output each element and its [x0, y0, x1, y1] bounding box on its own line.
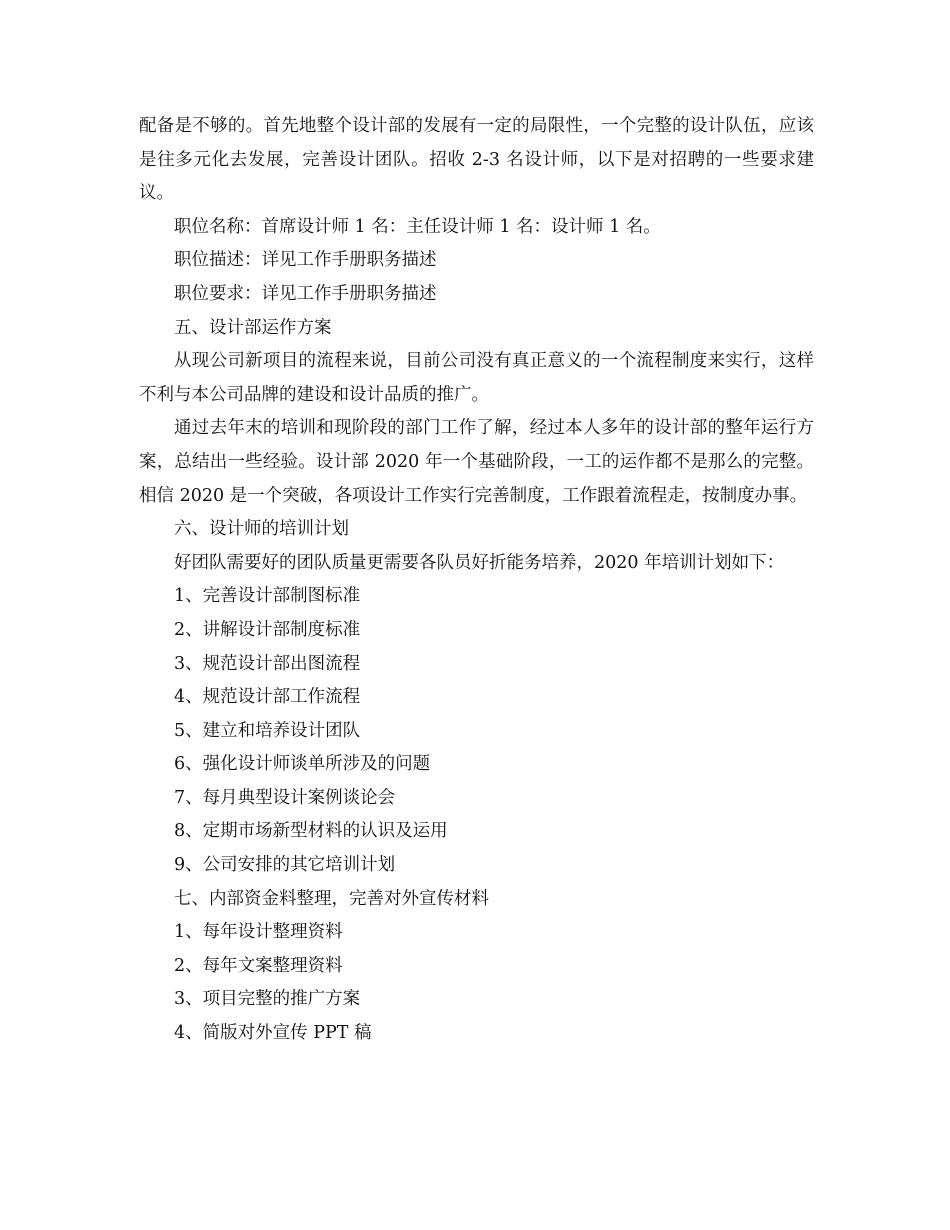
section-heading-5: 五、设计部运作方案: [174, 317, 332, 338]
training-item: 2、讲解设计部制度标准: [174, 619, 361, 640]
training-item: 9、公司安排的其它培训计划: [174, 855, 396, 876]
training-item: 1、完善设计部制图标准: [174, 586, 361, 607]
job-title-line: 职位名称：首席设计师 1 名：主任设计师 1 名：设计师 1 名。: [174, 216, 661, 237]
section-heading-7: 七、内部资金料整理，完善对外宣传材料: [174, 888, 489, 909]
training-item: 3、规范设计部出图流程: [174, 653, 361, 674]
training-item: 6、强化设计师谈单所涉及的问题: [174, 754, 431, 775]
paragraph-experience: 通过去年末的培训和现阶段的部门工作了解，经过本人多年的设计部的整年运行方案，总结出一些经验。设计部 2020 年一个基础阶段，一工的运作都不是那么的完整。相信 2020 是一个突破，各项设计工作实行完善制度，工作跟着流程走，按制度办事。: [139, 418, 814, 506]
job-requirements-line: 职位要求：详见工作手册职务描述: [174, 283, 437, 304]
material-item: 3、项目完整的推广方案: [174, 989, 361, 1010]
paragraph-recruitment-intro: 配备是不够的。首先地整个设计部的发展有一定的局限性，一个完整的设计队伍，应该是往多元化去发展，完善设计团队。招收 2-3 名设计师，以下是对招聘的一些要求建议。: [139, 116, 814, 204]
material-item: 1、每年设计整理资料: [174, 922, 343, 943]
training-item: 5、建立和培养设计团队: [174, 720, 361, 741]
training-item: 7、每月典型设计案例谈论会: [174, 787, 396, 808]
training-item: 8、定期市场新型材料的认识及运用: [174, 821, 448, 842]
material-item: 2、每年文案整理资料: [174, 955, 343, 976]
job-description-line: 职位描述：详见工作手册职务描述: [174, 250, 437, 271]
section-heading-6: 六、设计师的培训计划: [174, 519, 349, 540]
paragraph-process: 从现公司新项目的流程来说，目前公司没有真正意义的一个流程制度来实行，这样不利与本公司品牌的建设和设计品质的推广。: [139, 351, 814, 405]
training-item: 4、规范设计部工作流程: [174, 687, 361, 708]
material-item: 4、简版对外宣传 PPT 稿: [174, 1023, 372, 1044]
document-body: [139, 110, 814, 1051]
training-intro-line: 好团队需要好的团队质量更需要各队员好折能务培养，2020 年培训计划如下：: [174, 552, 785, 573]
